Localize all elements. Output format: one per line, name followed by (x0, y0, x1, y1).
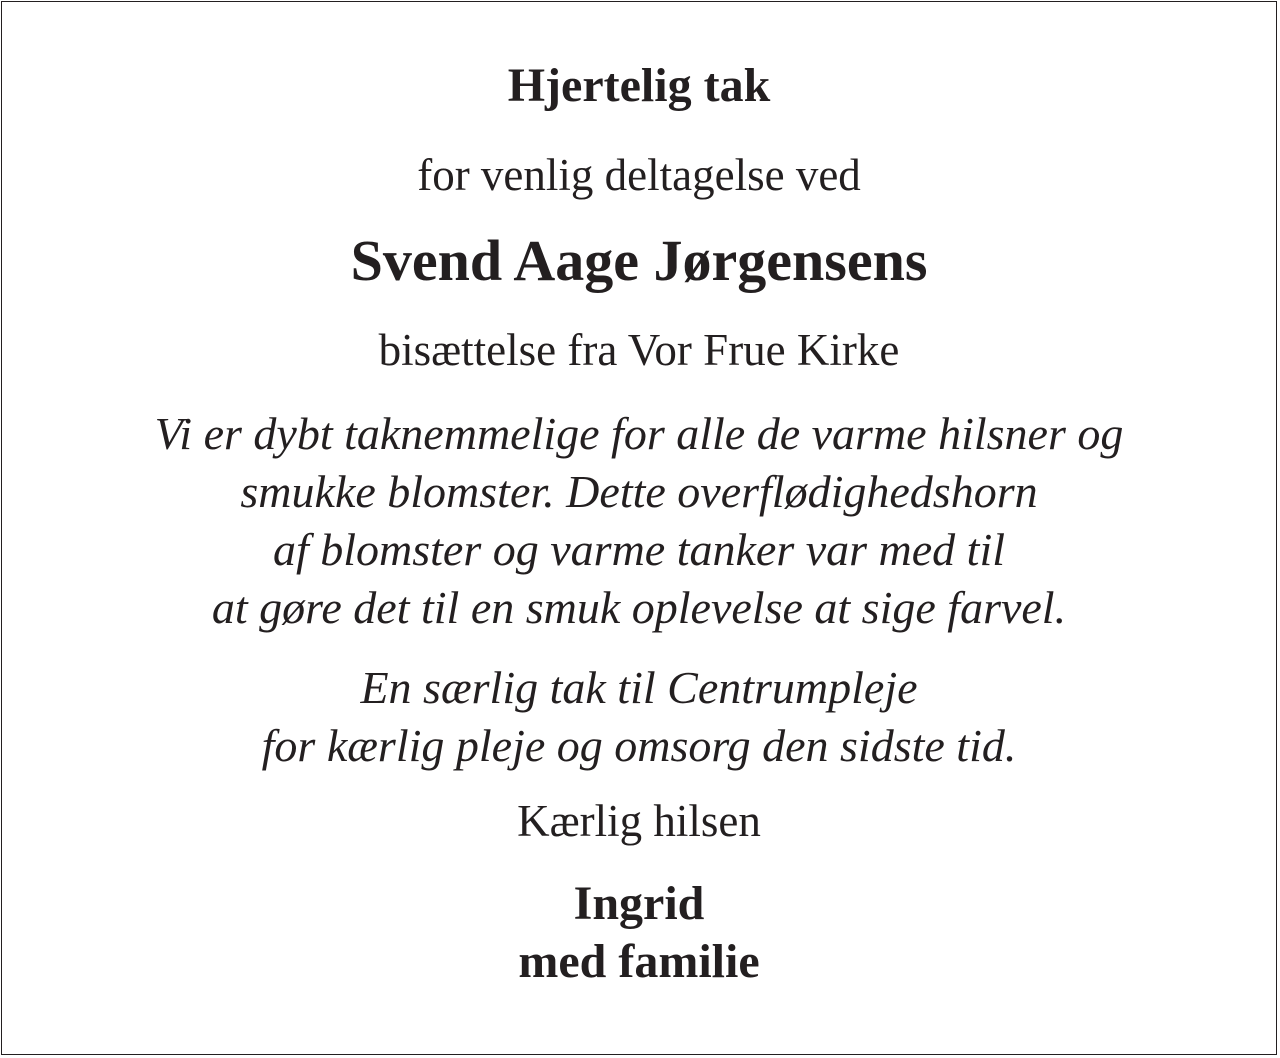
special-thanks-line: for kærlig pleje og omsorg den sidste tid. (261, 720, 1017, 771)
message-line: af blomster og varme tanker var med til (272, 524, 1006, 575)
thank-you-notice (1, 1, 1277, 1055)
message-line: Vi er dybt taknemmelige for alle de varme hilsner og (154, 408, 1124, 459)
notice-title: Hjertelig tak (507, 59, 771, 112)
ceremony-location: bisættelse fra Vor Frue Kirke (378, 325, 900, 375)
special-thanks-line: En særlig tak til Centrumpleje (360, 662, 918, 713)
closing-greeting: Kærlig hilsen (517, 796, 761, 846)
deceased-name: Svend Aage Jørgensens (350, 228, 928, 293)
gratitude-message (2, 405, 1276, 637)
message-line: at gøre det til en smuk oplevelse at sige farvel. (211, 582, 1067, 633)
signature-line: Ingrid (573, 877, 705, 930)
special-thanks-message (2, 659, 1276, 775)
message-line: smukke blomster. Dette overflødighedshorn (240, 466, 1038, 517)
signature-line: med familie (518, 935, 760, 988)
signature (2, 875, 1276, 991)
intro-text: for venlig deltagelse ved (417, 150, 861, 200)
